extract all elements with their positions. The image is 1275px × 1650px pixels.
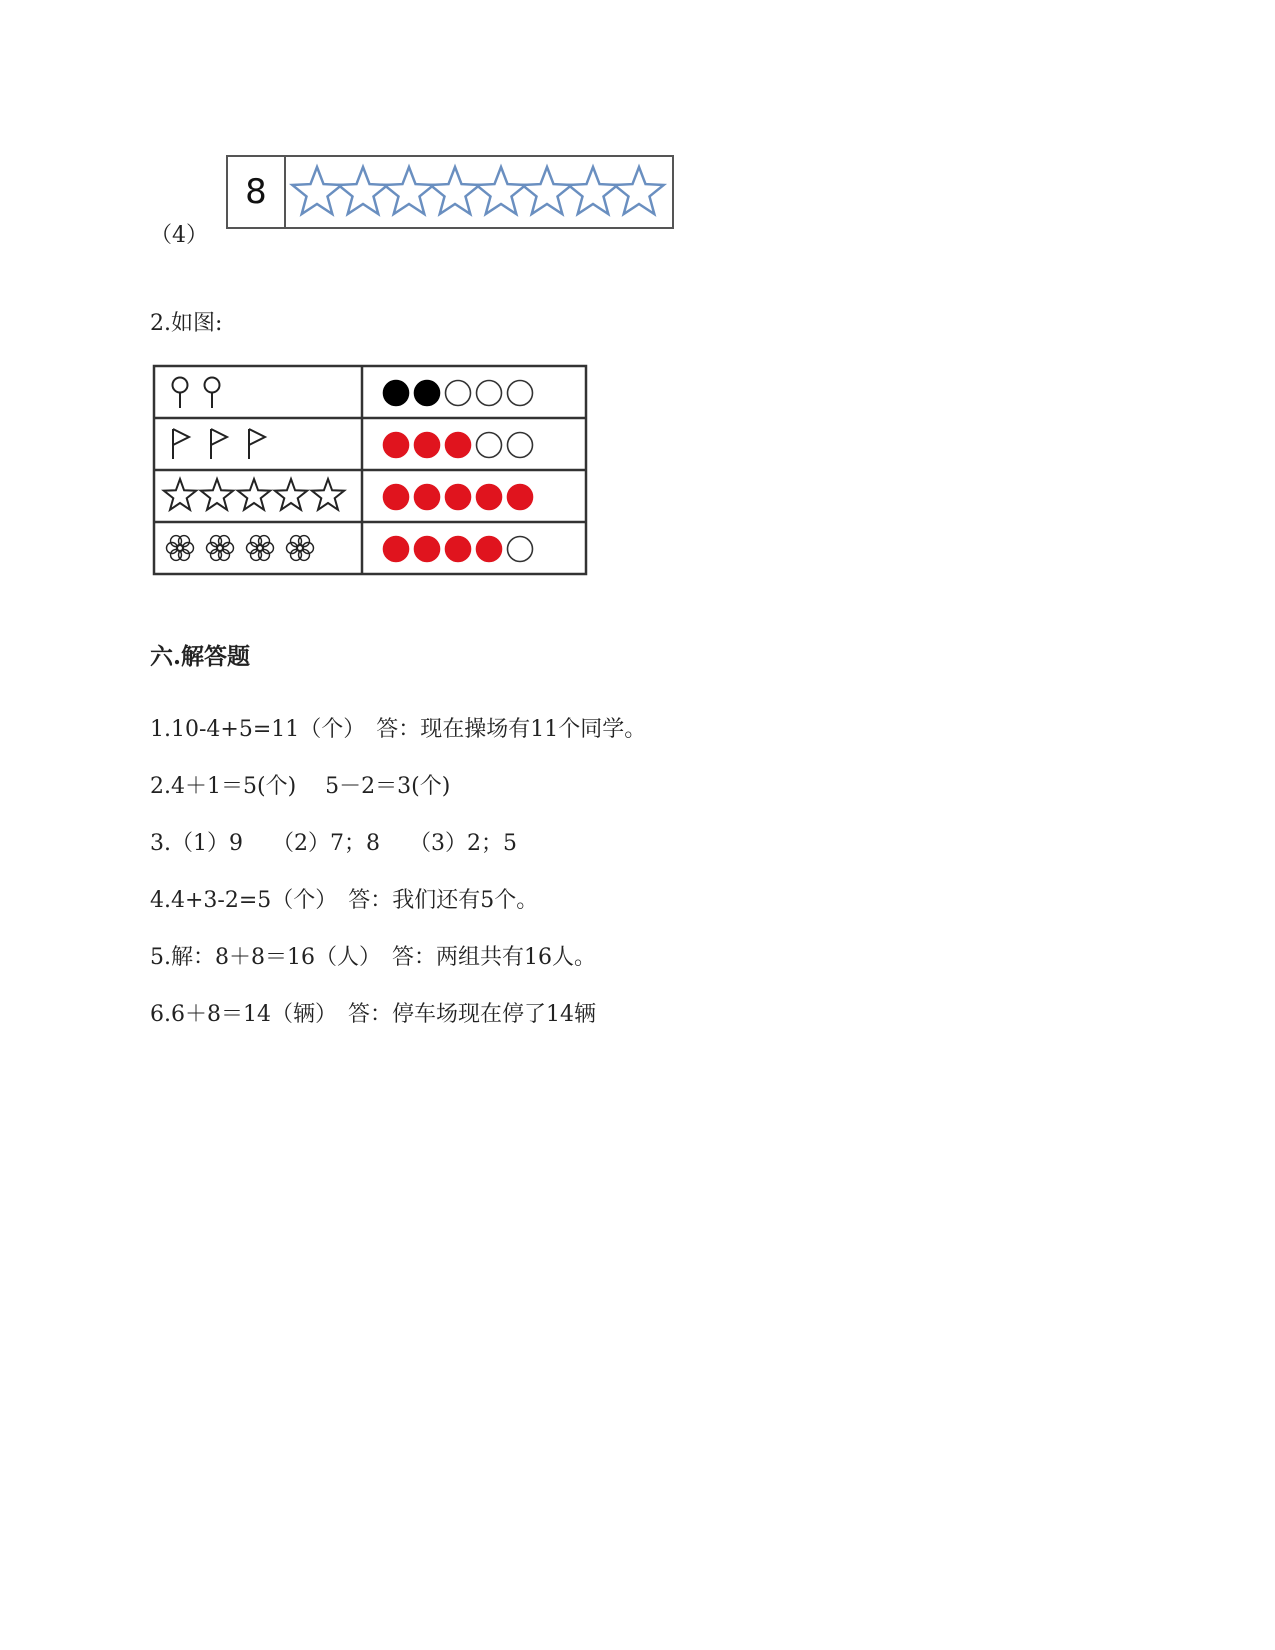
filled-circle [446, 537, 471, 562]
empty-circle [477, 381, 502, 406]
filled-circle [384, 537, 409, 562]
filled-circle [415, 485, 440, 510]
question-2-label: 2.如图: [150, 311, 223, 336]
answer-4: 4.4+3-2=5（个） 答：我们还有5个。 [150, 888, 539, 913]
filled-circle [384, 485, 409, 510]
star-count-number: 8 [228, 157, 286, 227]
section-6-heading: 六.解答题 [150, 643, 251, 670]
star-icon [292, 167, 341, 214]
filled-circle [446, 485, 471, 510]
star-icon [522, 167, 571, 214]
empty-circle [508, 381, 533, 406]
star-icon [614, 167, 663, 214]
star-count-figure [226, 155, 674, 229]
star-icon [338, 167, 387, 214]
star-icon [476, 167, 525, 214]
filled-circle [415, 433, 440, 458]
filled-circle [415, 537, 440, 562]
star-row [286, 157, 672, 227]
filled-circle [508, 485, 533, 510]
filled-circle [477, 485, 502, 510]
answer-1: 1.10-4+5=11（个） 答：现在操场有11个同学。 [150, 717, 647, 742]
star-icon [384, 167, 433, 214]
filled-circle [477, 537, 502, 562]
empty-circle [508, 433, 533, 458]
part-4-label: （4） [150, 223, 208, 248]
empty-circle [508, 537, 533, 562]
filled-circle [415, 381, 440, 406]
answer-3: 3.（1）9 （2）7；8 （3）2；5 [150, 831, 517, 856]
star-icon [430, 167, 479, 214]
answer-2: 2.4＋1＝5(个) 5－2＝3(个) [150, 774, 451, 799]
filled-circle [384, 381, 409, 406]
star-icon [568, 167, 617, 214]
symbol-matching-table [152, 364, 588, 576]
filled-circle [446, 433, 471, 458]
empty-circle [477, 433, 502, 458]
answer-6: 6.6＋8＝14（辆） 答：停车场现在停了14辆 [150, 1002, 596, 1027]
answer-5: 5.解：8＋8＝16（人） 答：两组共有16人。 [150, 945, 596, 970]
empty-circle [446, 381, 471, 406]
filled-circle [384, 433, 409, 458]
